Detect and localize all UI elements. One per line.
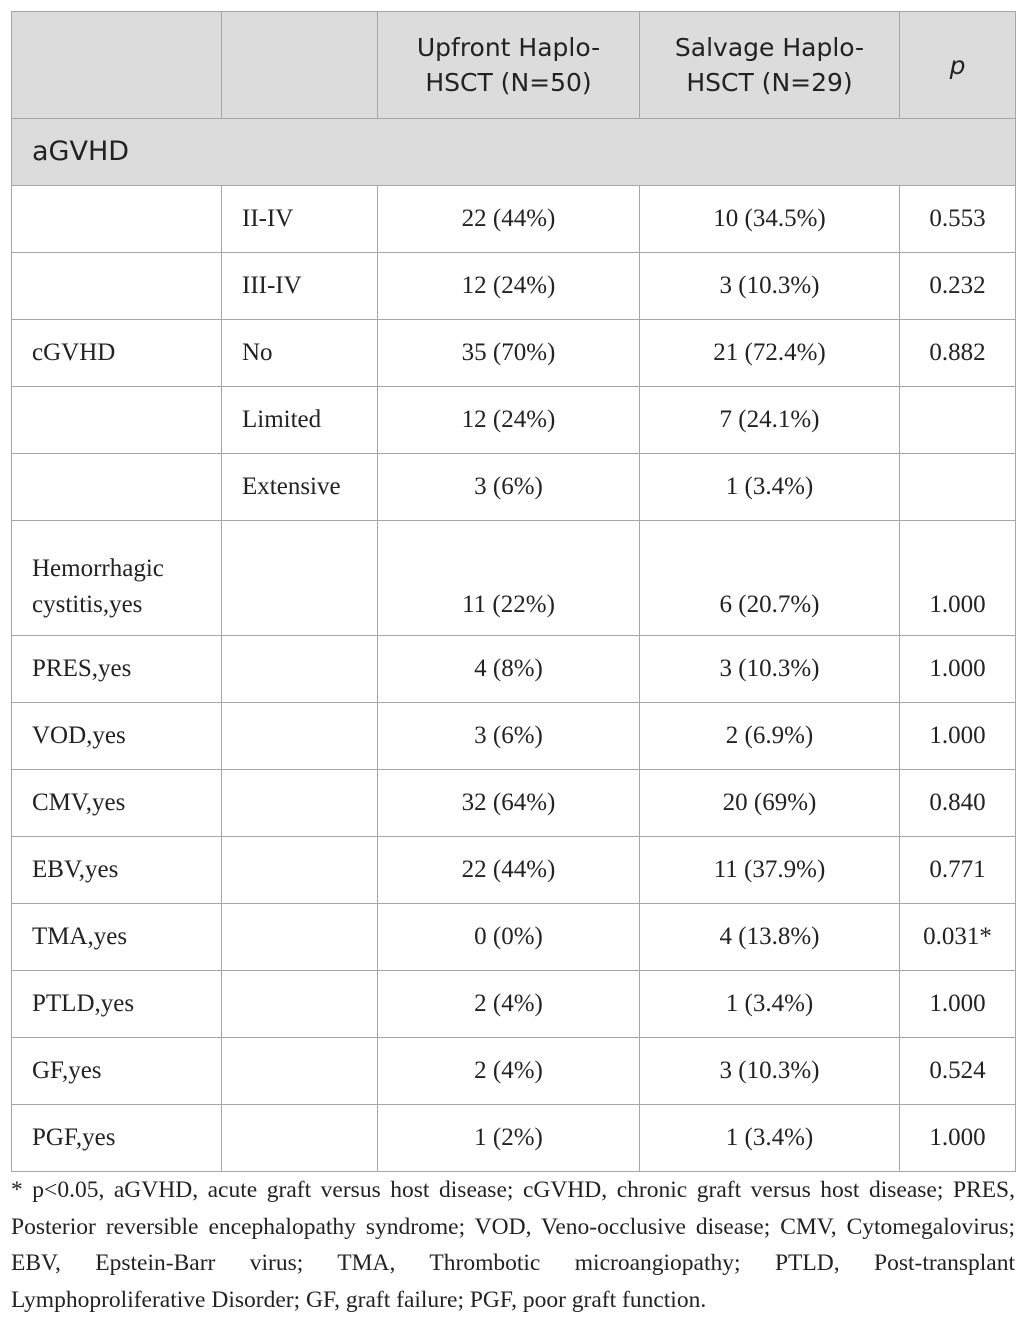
cell-upfront: 0 (0%): [378, 904, 640, 971]
cell-upfront: 11 (22%): [378, 521, 640, 636]
header-salvage-line2: HSCT (N=29): [686, 68, 853, 97]
cell-salvage: 3 (10.3%): [640, 1038, 900, 1105]
row-label: [12, 521, 222, 636]
row-label: PRES,yes: [12, 636, 222, 703]
cell-p: 0.031*: [900, 904, 1016, 971]
table-row: [12, 1105, 1016, 1172]
cell-salvage: 3 (10.3%): [640, 636, 900, 703]
header-row: [12, 12, 1016, 119]
cell-salvage: 7 (24.1%): [640, 387, 900, 454]
cell-upfront: 2 (4%): [378, 971, 640, 1038]
row-label: VOD,yes: [12, 703, 222, 770]
cell-p: 1.000: [900, 971, 1016, 1038]
cell-upfront: 12 (24%): [378, 387, 640, 454]
section-row-agvhd: [12, 119, 1016, 186]
row-sublabel: [222, 521, 378, 636]
cell-upfront: 4 (8%): [378, 636, 640, 703]
header-p-value: p: [900, 12, 1016, 119]
cell-salvage: 1 (3.4%): [640, 1105, 900, 1172]
row-label: [12, 253, 222, 320]
header-salvage: [640, 12, 900, 119]
cell-salvage: 11 (37.9%): [640, 837, 900, 904]
cell-salvage: 4 (13.8%): [640, 904, 900, 971]
cell-p: 0.553: [900, 186, 1016, 253]
row-label: [12, 387, 222, 454]
table-row: [12, 837, 1016, 904]
row-sublabel: No: [222, 320, 378, 387]
row-label: [12, 186, 222, 253]
table-row: [12, 253, 1016, 320]
header-upfront-line1: Upfront Haplo-: [416, 33, 601, 62]
table-row: [12, 971, 1016, 1038]
row-sublabel: Extensive: [222, 454, 378, 521]
row-sublabel: Limited: [222, 387, 378, 454]
cell-upfront: 2 (4%): [378, 1038, 640, 1105]
cell-upfront: 12 (24%): [378, 253, 640, 320]
cell-upfront: 22 (44%): [378, 186, 640, 253]
row-label: TMA,yes: [12, 904, 222, 971]
cell-salvage: 2 (6.9%): [640, 703, 900, 770]
table-row: [12, 186, 1016, 253]
row-label: cGVHD: [12, 320, 222, 387]
row-sublabel: [222, 770, 378, 837]
row-label-line1: Hemorrhagic: [32, 555, 164, 582]
cell-salvage: 6 (20.7%): [640, 521, 900, 636]
cell-upfront: 3 (6%): [378, 454, 640, 521]
row-sublabel: [222, 1105, 378, 1172]
cell-p: 0.232: [900, 253, 1016, 320]
results-table: [11, 11, 1016, 1172]
cell-salvage: 3 (10.3%): [640, 253, 900, 320]
cell-p: 1.000: [900, 636, 1016, 703]
table-row: [12, 770, 1016, 837]
row-sublabel: [222, 904, 378, 971]
row-label: EBV,yes: [12, 837, 222, 904]
cell-upfront: 3 (6%): [378, 703, 640, 770]
cell-salvage: 21 (72.4%): [640, 320, 900, 387]
row-label: GF,yes: [12, 1038, 222, 1105]
row-sublabel: [222, 703, 378, 770]
cell-p: 0.882: [900, 320, 1016, 387]
cell-p: 0.840: [900, 770, 1016, 837]
table-row: [12, 904, 1016, 971]
row-sublabel: [222, 837, 378, 904]
cell-p: 0.771: [900, 837, 1016, 904]
section-label: aGVHD: [12, 119, 1016, 186]
cell-upfront: 1 (2%): [378, 1105, 640, 1172]
header-subgroup: [222, 12, 378, 119]
cell-p: [900, 454, 1016, 521]
cell-p: 1.000: [900, 1105, 1016, 1172]
table-row: [12, 703, 1016, 770]
table-row: [12, 320, 1016, 387]
cell-salvage: 1 (3.4%): [640, 971, 900, 1038]
cell-p: 1.000: [900, 703, 1016, 770]
table-row: [12, 454, 1016, 521]
table-row: [12, 521, 1016, 636]
cell-salvage: 20 (69%): [640, 770, 900, 837]
row-sublabel: [222, 1038, 378, 1105]
row-label: CMV,yes: [12, 770, 222, 837]
row-sublabel: [222, 971, 378, 1038]
cell-p: 0.524: [900, 1038, 1016, 1105]
row-sublabel: III-IV: [222, 253, 378, 320]
table-row: [12, 387, 1016, 454]
header-variable: [12, 12, 222, 119]
cell-upfront: 32 (64%): [378, 770, 640, 837]
row-sublabel: II-IV: [222, 186, 378, 253]
table-row: [12, 636, 1016, 703]
results-table-container: [11, 11, 1015, 1172]
row-label: PGF,yes: [12, 1105, 222, 1172]
row-label-line2: cystitis,yes: [32, 591, 143, 618]
header-salvage-line1: Salvage Haplo-: [674, 33, 865, 62]
table-row: [12, 1038, 1016, 1105]
cell-upfront: 35 (70%): [378, 320, 640, 387]
cell-p: 1.000: [900, 521, 1016, 636]
cell-salvage: 10 (34.5%): [640, 186, 900, 253]
cell-p: [900, 387, 1016, 454]
header-upfront-line2: HSCT (N=50): [425, 68, 592, 97]
table-footnote: * p<0.05, aGVHD, acute graft versus host disease; cGVHD, chronic graft versus host disease; PRES, Posterior reversible encephalopathy syndrome; VOD, Veno-occlusive disease; CMV, Cytomegalovirus; EBV, Epstein-Barr virus; TMA, Thrombotic microangiopathy; PTLD, Post-transplant Lymphoproliferative Disorder; GF, graft failure; PGF, poor graft function.: [11, 1177, 1015, 1313]
row-sublabel: [222, 636, 378, 703]
header-upfront: [378, 12, 640, 119]
cell-upfront: 22 (44%): [378, 837, 640, 904]
row-label: [12, 454, 222, 521]
row-label: PTLD,yes: [12, 971, 222, 1038]
cell-salvage: 1 (3.4%): [640, 454, 900, 521]
